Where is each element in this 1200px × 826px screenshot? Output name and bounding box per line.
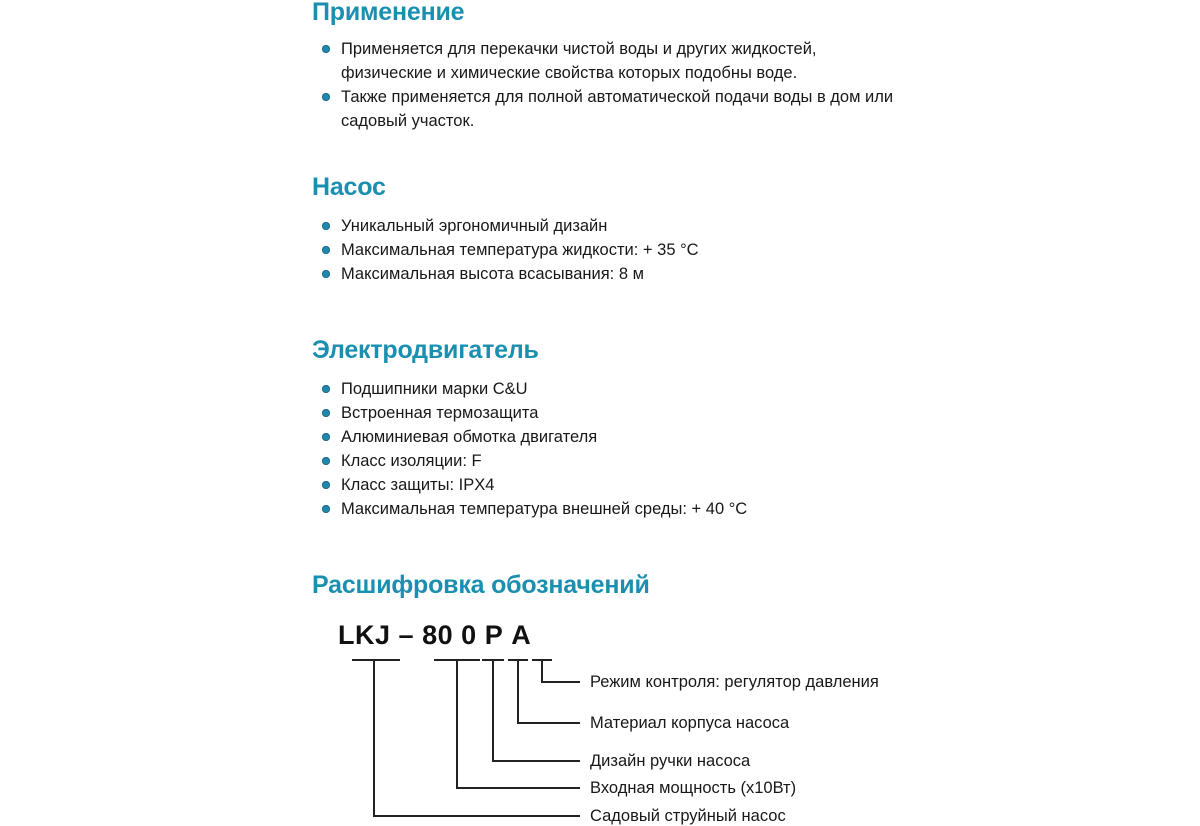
bullet-dot-icon xyxy=(322,433,330,441)
leader-label-control-mode: Режим контроля: регулятор давления xyxy=(590,673,879,691)
bullet-dot-icon xyxy=(322,93,330,101)
list-item xyxy=(312,214,912,238)
list-item-text: Максимальная высота всасывания: 8 м xyxy=(341,265,644,283)
bullet-dot-icon xyxy=(322,246,330,254)
heading-decoding: Расшифровка обозначений xyxy=(312,571,650,599)
list-item xyxy=(312,473,912,497)
list-item-text: Максимальная температура внешней среды: + 40 °C xyxy=(341,500,748,518)
list-item-text: Алюминиевая обмотка двигателя xyxy=(341,428,598,446)
heading-pump: Насос xyxy=(312,173,386,201)
model-segment-handle: 0 xyxy=(461,620,477,650)
leader-label-garden-jet-pump: Садовый струйный насос xyxy=(590,807,786,825)
list-item xyxy=(312,449,912,473)
list-item xyxy=(312,497,912,521)
list-item xyxy=(312,238,912,262)
list-item-text: Применяется для перекачки чистой воды и других жидкостей, физические и химические свойства которых подобны воде. xyxy=(341,40,817,82)
model-code-diagram xyxy=(312,620,952,825)
model-segment-control: A xyxy=(511,620,532,650)
leader-label-housing-material: Материал корпуса насоса xyxy=(590,714,790,732)
section-pump xyxy=(312,175,912,286)
list-item-text: Также применяется для полной автоматической подачи воды в дом или садовый участок. xyxy=(341,88,894,130)
list-item xyxy=(312,37,912,85)
list-item-text: Максимальная температура жидкости: + 35 °C xyxy=(341,241,699,259)
model-segment-dash: – xyxy=(398,620,415,650)
list-item-text: Подшипники марки C&U xyxy=(341,380,528,398)
section-decoding xyxy=(312,571,952,825)
leader-label-input-power: Входная мощность (х10Вт) xyxy=(590,779,797,797)
section-application xyxy=(312,0,912,133)
bullet-dot-icon xyxy=(322,222,330,230)
model-segment-series: LKJ xyxy=(338,620,391,650)
bullet-dot-icon xyxy=(322,457,330,465)
heading-application: Применение xyxy=(312,0,465,26)
pump-bullet-list xyxy=(312,214,912,286)
list-item-text: Уникальный эргономичный дизайн xyxy=(341,217,608,235)
application-bullet-list xyxy=(312,37,912,133)
list-item xyxy=(312,401,912,425)
list-item-text: Класс изоляции: F xyxy=(341,452,482,470)
list-item xyxy=(312,377,912,401)
leader-label-handle-design: Дизайн ручки насоса xyxy=(590,752,751,770)
list-item xyxy=(312,425,912,449)
list-item xyxy=(312,85,912,133)
bullet-dot-icon xyxy=(322,409,330,417)
list-item xyxy=(312,262,912,286)
bullet-dot-icon xyxy=(322,505,330,513)
bullet-dot-icon xyxy=(322,270,330,278)
heading-motor: Электродвигатель xyxy=(312,336,539,364)
bullet-dot-icon xyxy=(322,45,330,53)
bullet-dot-icon xyxy=(322,385,330,393)
section-motor xyxy=(312,338,912,521)
list-item-text: Класс защиты: IPX4 xyxy=(341,476,495,494)
model-segment-material: P xyxy=(484,620,504,650)
model-segment-power: 80 xyxy=(422,620,454,650)
motor-bullet-list xyxy=(312,377,912,521)
bullet-dot-icon xyxy=(322,481,330,489)
list-item-text: Встроенная термозащита xyxy=(341,404,539,422)
